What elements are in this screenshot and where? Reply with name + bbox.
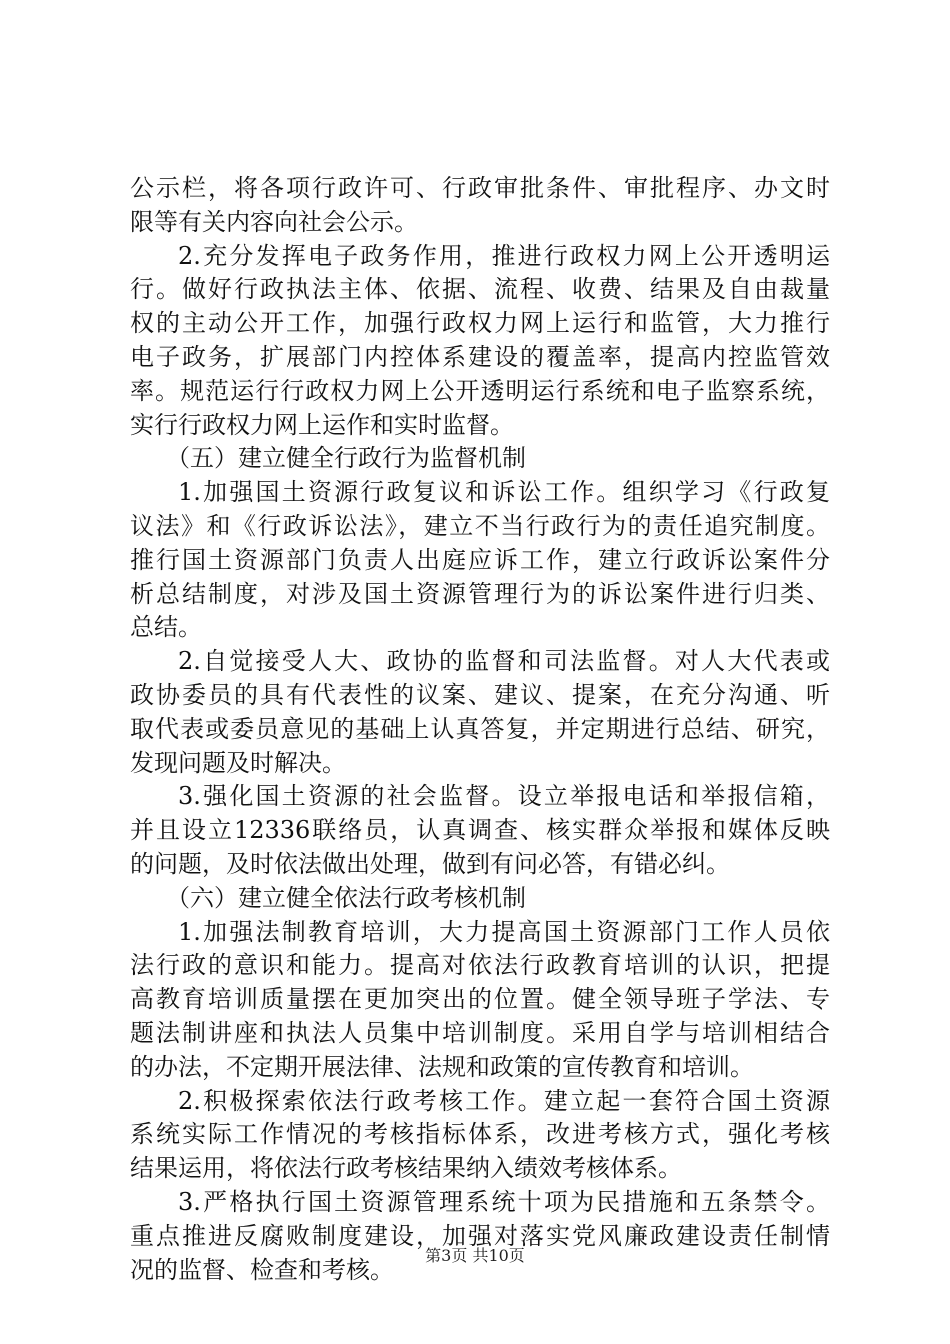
paragraph-line: 系统实际工作情况的考核指标体系，改进考核方式，强化考核 <box>130 1120 830 1149</box>
paragraph-line: 行。做好行政执法主体、依据、流程、收费、结果及自由裁量 <box>130 275 830 304</box>
paragraph-line: 总结。 <box>130 613 202 642</box>
paragraph-line: 率。规范运行行政权力网上公开透明运行系统和电子监察系统， <box>130 376 830 405</box>
paragraph-line: 1.加强法制教育培训，大力提高国土资源部门工作人员依 <box>178 917 830 946</box>
paragraph-line: 析总结制度，对涉及国土资源管理行为的诉讼案件进行归类、 <box>130 579 830 608</box>
paragraph-line: 议法》和《行政诉讼法》，建立不当行政行为的责任追究制度。 <box>130 511 830 540</box>
paragraph-line: 的办法，不定期开展法律、法规和政策的宣传教育和培训。 <box>130 1052 754 1081</box>
paragraph-line: 重点推进反腐败制度建设，加强对落实党风廉政建设责任制情 <box>130 1221 830 1250</box>
paragraph-line: 权的主动公开工作，加强行政权力网上运行和监管，大力推行 <box>130 309 830 338</box>
paragraph-line: 实行行政权力网上运作和实时监督。 <box>130 410 514 439</box>
paragraph-line: 公示栏，将各项行政许可、行政审批条件、审批程序、办文时 <box>130 174 830 202</box>
paragraph-line: 限等有关内容向社会公示。 <box>130 207 418 236</box>
paragraph-line: 的问题，及时依法做出处理，做到有问必答，有错必纠。 <box>130 849 730 878</box>
paragraph-line: 结果运用，将依法行政考核结果纳入绩效考核体系。 <box>130 1154 682 1183</box>
section-heading: （六）建立健全依法行政考核机制 <box>166 883 526 912</box>
paragraph-line: 电子政务，扩展部门内控体系建设的覆盖率，提高内控监管效 <box>130 342 830 371</box>
paragraph-line: 法行政的意识和能力。提高对依法行政教育培训的认识，把提 <box>130 951 830 980</box>
section-heading: （五）建立健全行政行为监督机制 <box>166 444 526 473</box>
paragraph-line: 况的监督、检查和考核。 <box>130 1255 394 1284</box>
paragraph-line: 政协委员的具有代表性的议案、建议、提案，在充分沟通、听 <box>130 680 830 709</box>
paragraph-line: 取代表或委员意见的基础上认真答复，并定期进行总结、研究， <box>130 714 830 743</box>
paragraph-line: 2.积极探索依法行政考核工作。建立起一套符合国土资源 <box>178 1086 830 1115</box>
document-body <box>130 172 830 1287</box>
paragraph-line: 2.自觉接受人大、政协的监督和司法监督。对人大代表或 <box>178 647 830 676</box>
paragraph-line: 并且设立12336联络员，认真调查、核实群众举报和媒体反映 <box>130 816 830 845</box>
paragraph-line: 高教育培训质量摆在更加突出的位置。健全领导班子学法、专 <box>130 985 830 1014</box>
paragraph-line: 3.严格执行国土资源管理系统十项为民措施和五条禁令。 <box>178 1187 830 1216</box>
paragraph-line: 题法制讲座和执法人员集中培训制度。采用自学与培训相结合 <box>130 1018 830 1047</box>
paragraph-line: 1.加强国土资源行政复议和诉讼工作。组织学习《行政复 <box>178 478 830 507</box>
paragraph-line: 2.充分发挥电子政务作用，推进行政权力网上公开透明运 <box>178 241 830 270</box>
page-number-footer: 第3页 共10页 <box>425 1246 525 1265</box>
paragraph-line: 3.强化国土资源的社会监督。设立举报电话和举报信箱， <box>178 782 830 811</box>
paragraph-line: 推行国土资源部门负责人出庭应诉工作，建立行政诉讼案件分 <box>130 545 830 574</box>
paragraph-line: 发现问题及时解决。 <box>130 748 346 777</box>
